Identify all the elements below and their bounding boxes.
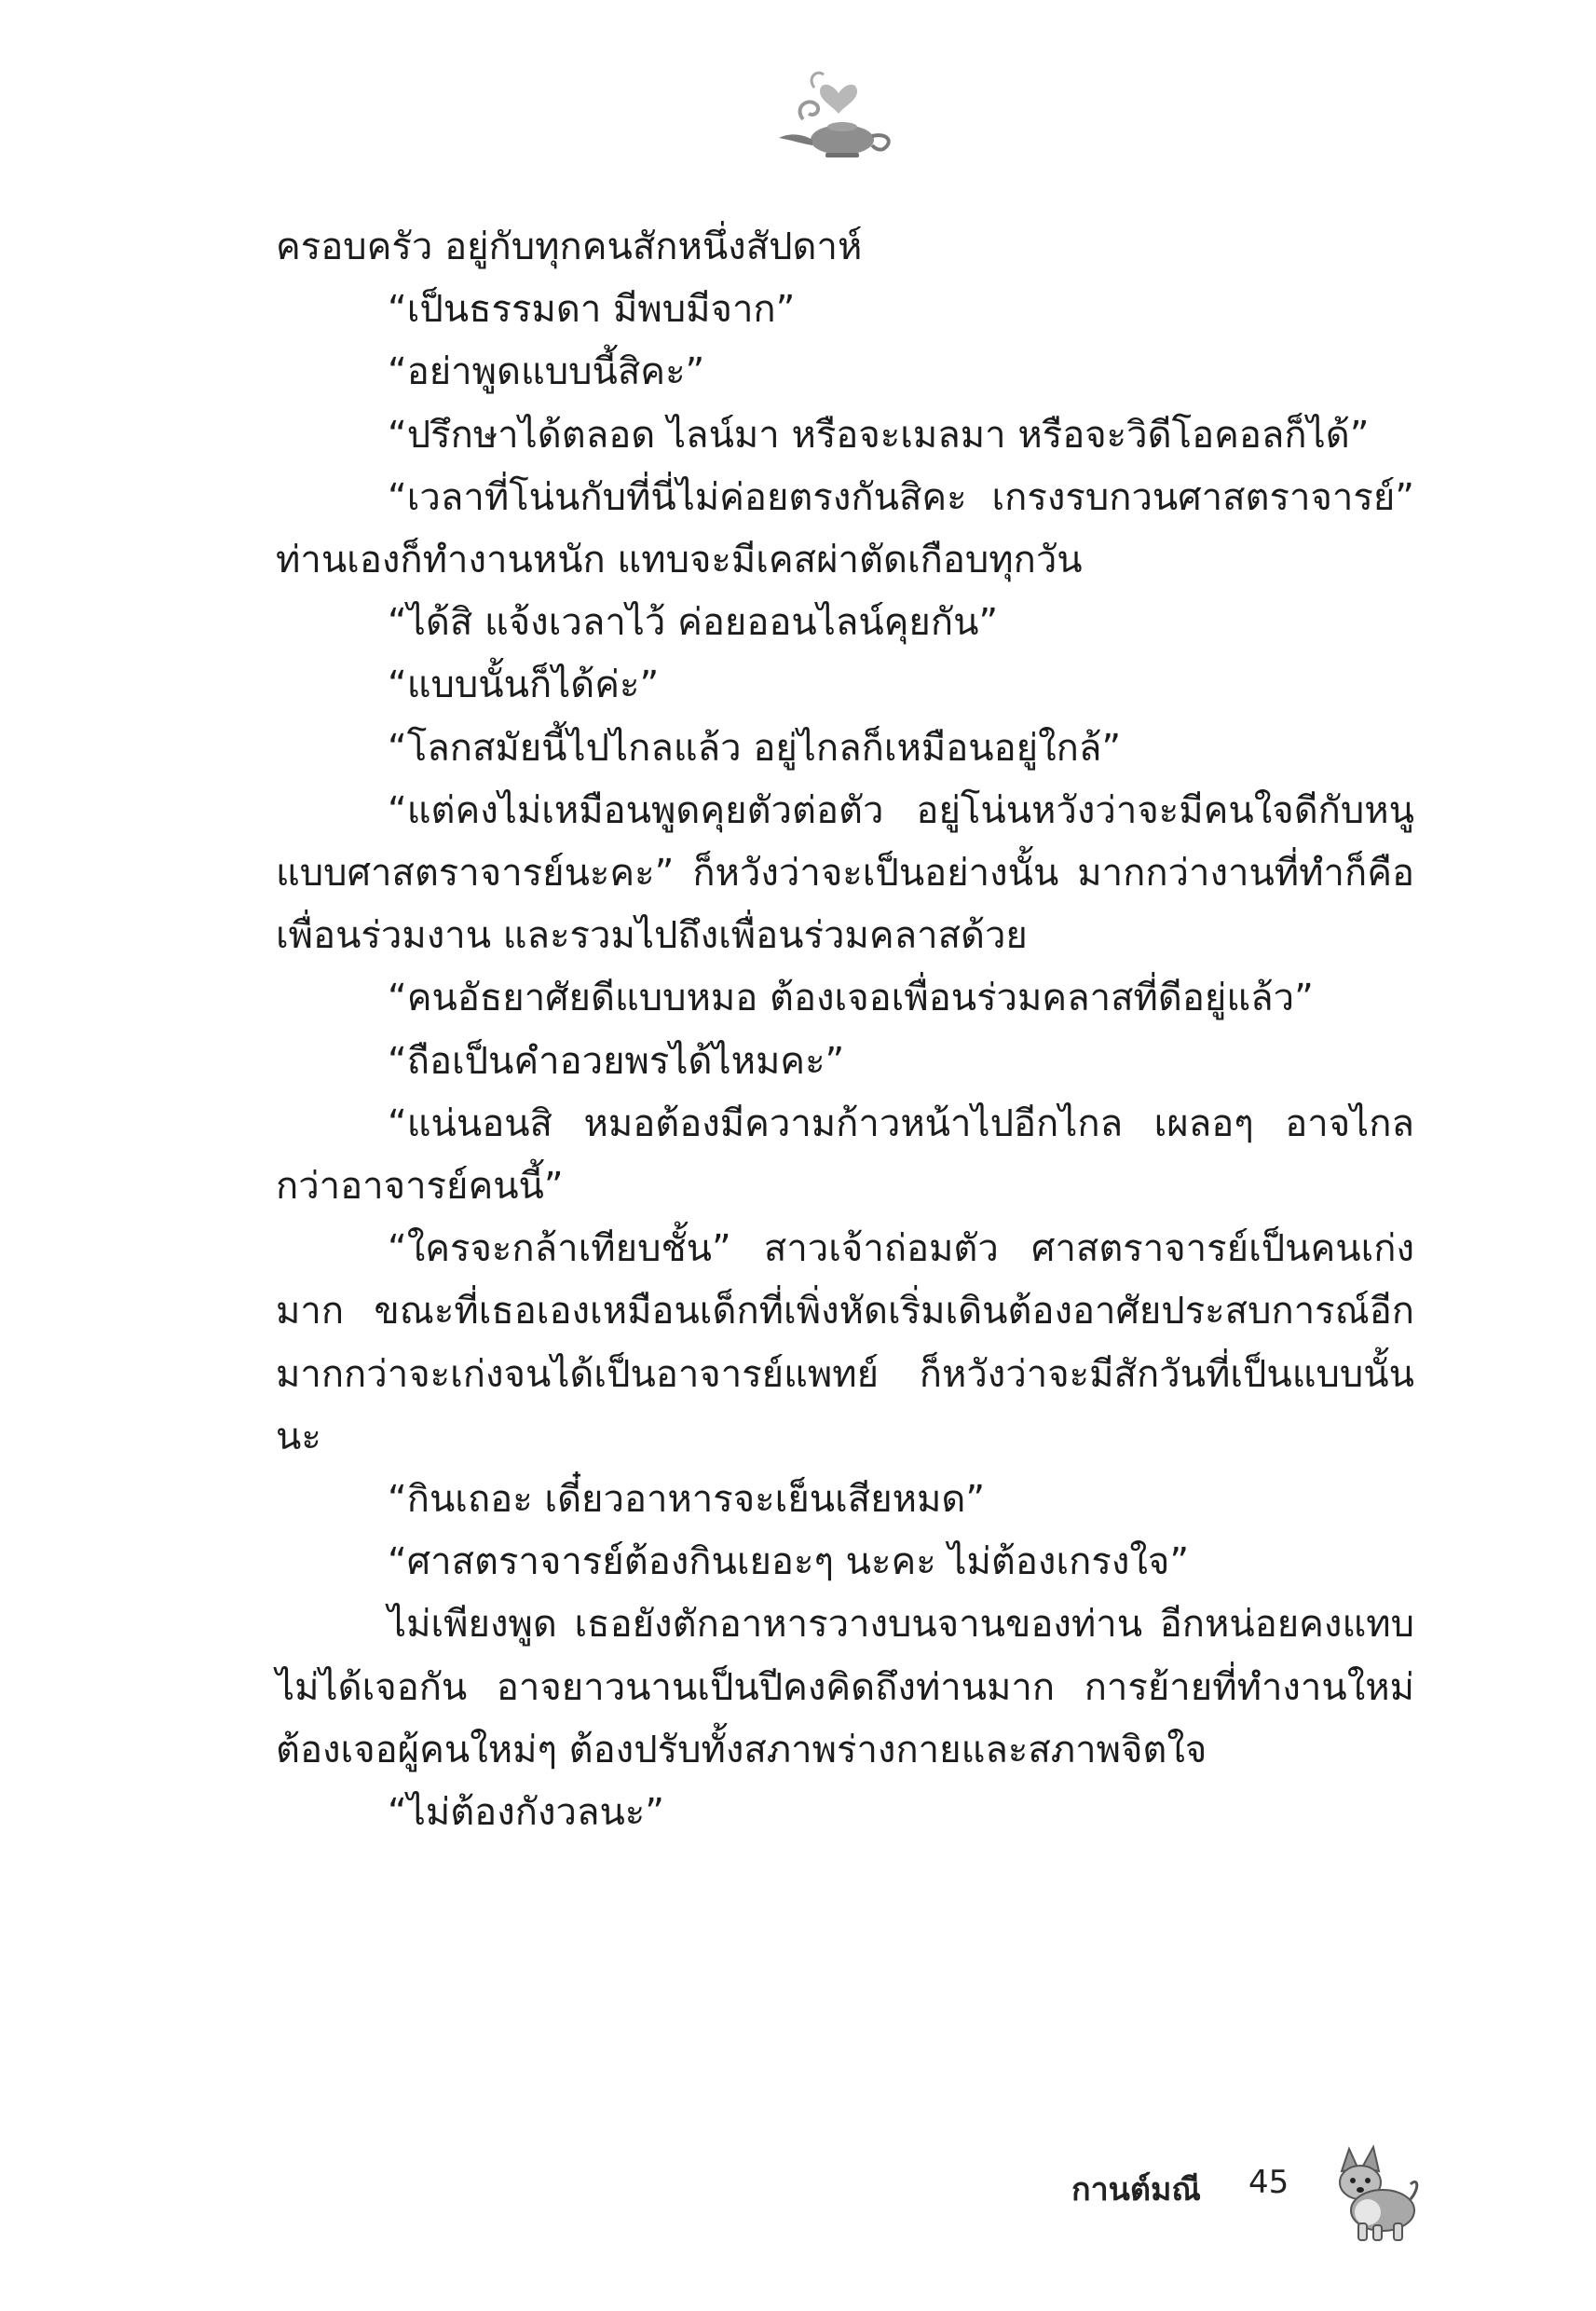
book-title: กานต์มณี bbox=[1071, 2171, 1201, 2208]
paragraph-17: “ไม่ต้องกังวลนะ” bbox=[388, 1791, 665, 1835]
page-footer bbox=[1071, 2143, 1444, 2255]
teapot-heart-ornament-icon bbox=[766, 54, 906, 166]
paragraph-4: “ปรึกษาได้ตลอด ไลน์มา หรือจะเมลมา หรือจะวิดีโอคอลก็ได้” bbox=[388, 413, 1370, 457]
paragraph-8: “โลกสมัยนี้ไปไกลแล้ว อยู่ไกลก็เหมือนอยู่ใกล้” bbox=[388, 726, 1122, 770]
paragraph-6: “ได้สิ แจ้งเวลาไว้ ค่อยออนไลน์คุยกัน” bbox=[388, 601, 999, 645]
paragraph-13: “ใครจะกล้าเทียบชั้น” สาวเจ้าถ่อมตัว ศาสตราจารย์เป็นคนเก่งมาก ขณะที่เธอเองเหมือนเด็กที่เพิ่งหัดเริ่มเดินต้องอาศัยประสบการณ์อีกมากกว่าจะเก่งจนได้เป็นอาจารย์แพทย์ ก็หวังว่าจะมีสักวันที่เป็นแบบนั้นนะ bbox=[276, 1227, 1414, 1458]
body-text bbox=[276, 216, 1414, 1844]
paragraph-15: “ศาสตราจารย์ต้องกินเยอะๆ นะคะ ไม่ต้องเกรงใจ” bbox=[388, 1540, 1190, 1584]
paragraph-2: “เป็นธรรมดา มีพบมีจาก” bbox=[388, 288, 796, 332]
paragraph-14: “กินเถอะ เดี๋ยวอาหารจะเย็นเสียหมด” bbox=[388, 1478, 986, 1522]
paragraph-5: “เวลาที่โน่นกับที่นี่ไม่ค่อยตรงกันสิคะ เกรงรบกวนศาสตราจารย์” ท่านเองก็ทำงานหนัก แทบจะมีเคสผ่าตัดเกือบทุกวัน bbox=[276, 475, 1414, 582]
paragraph-9: “แต่คงไม่เหมือนพูดคุยตัวต่อตัว อยู่โน่นหวังว่าจะมีคนใจดีกับหนูแบบศาสตราจารย์นะคะ” ก็หวังว่าจะเป็นอย่างนั้น มากกว่างานที่ทำก็คือเพื่อนร่วมงาน และรวมไปถึงเพื่อนร่วมคลาสด้วย bbox=[276, 788, 1414, 958]
paragraph-1: ครอบครัว อยู่กับทุกคนสักหนึ่งสัปดาห์ bbox=[276, 226, 863, 268]
page-number: 45 bbox=[1248, 2164, 1289, 2201]
paragraph-10: “คนอัธยาศัยดีแบบหมอ ต้องเจอเพื่อนร่วมคลาสที่ดีอยู่แล้ว” bbox=[388, 977, 1314, 1020]
paragraph-16: ไม่เพียงพูด เธอยังตักอาหารวางบนจานของท่าน อีกหน่อยคงแทบไม่ได้เจอกัน อาจยาวนานเป็นปีคงคิดถึงท่านมาก การย้ายที่ทำงานใหม่ต้องเจอผู้คนใหม่ๆ ต้องปรับทั้งสภาพร่างกายและสภาพจิตใจ bbox=[276, 1603, 1414, 1771]
paragraph-7: “แบบนั้นก็ได้ค่ะ” bbox=[388, 663, 660, 707]
paragraph-12: “แน่นอนสิ หมอต้องมีความก้าวหน้าไปอีกไกล เผลอๆ อาจไกลกว่าอาจารย์คนนี้” bbox=[276, 1101, 1414, 1209]
paragraph-3: “อย่าพูดแบบนี้สิคะ” bbox=[388, 350, 705, 394]
paragraph-11: “ถือเป็นคำอวยพรได้ไหมคะ” bbox=[388, 1039, 845, 1083]
corgi-dog-icon bbox=[1321, 2143, 1424, 2246]
